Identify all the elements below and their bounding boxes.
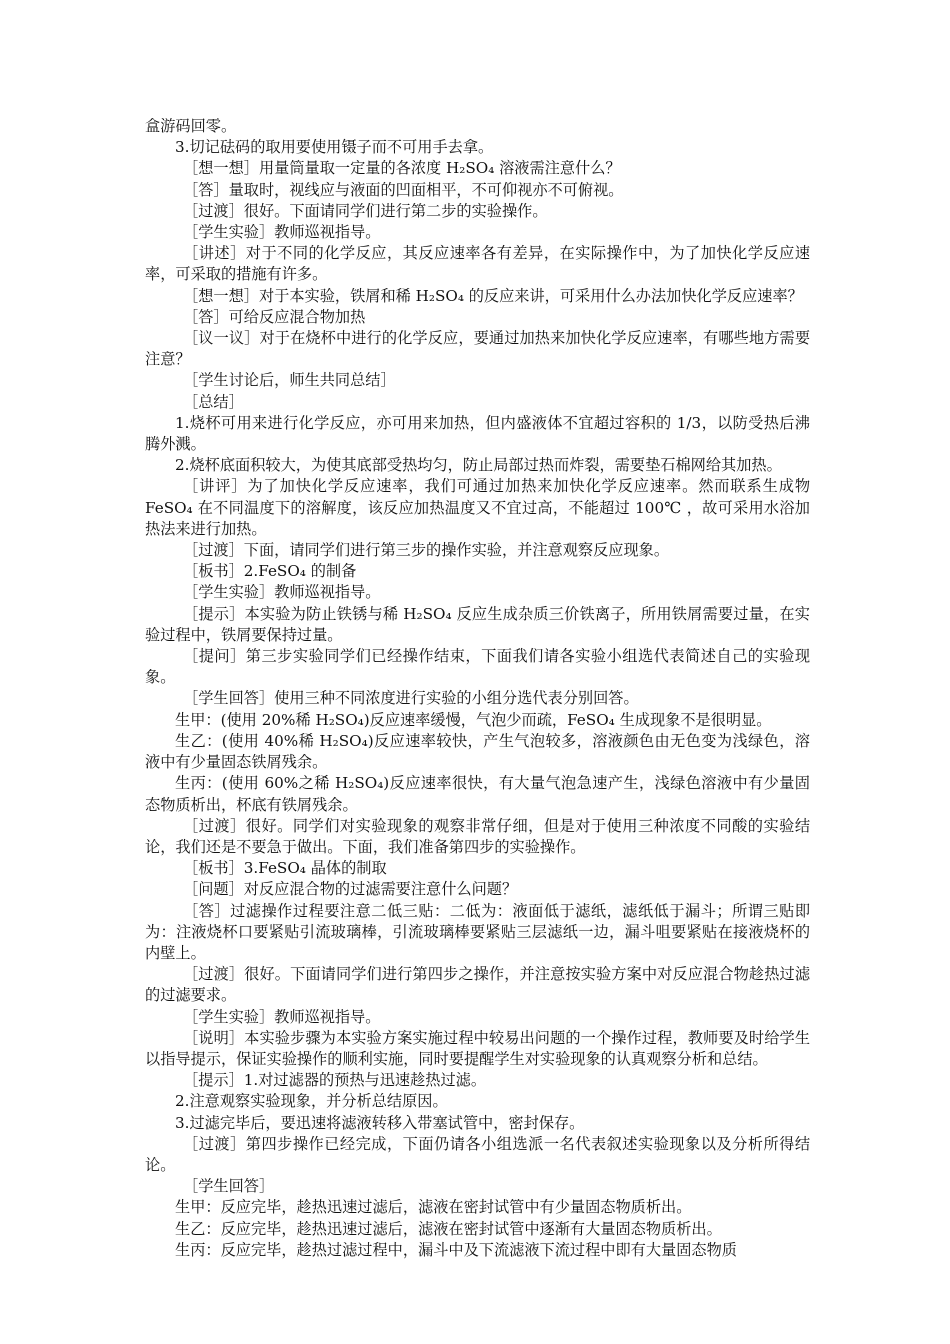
paragraph: ［学生实验］教师巡视指导。 [183, 1007, 381, 1026]
paragraph: ［提问］第三步实验同学们已经操作结束，下面我们请各实验小组选代表简述自己的实验现象。 [145, 647, 810, 687]
paragraph: ［答］量取时，视线应与液面的凹面相平，不可仰视亦不可俯视。 [183, 180, 624, 199]
paragraph: 3.切记砝码的取用要使用镊子而不可用手去拿。 [175, 138, 494, 157]
paragraph: 2.注意观察实验现象，并分析总结原因。 [175, 1092, 448, 1111]
paragraph: ［讲评］为了加快化学反应速率，我们可通过加热来加快化学反应速率。然而联系生成物 FeSO₄ 在不同温度下的溶解度，该反应加热温度又不宜过高，不能超过 100℃ ，故可采用水浴加热法来进行加热。 [145, 477, 810, 538]
paragraph: 生乙：反应完毕，趁热迅速过滤后，滤液在密封试管中逐渐有大量固态物质析出。 [175, 1219, 722, 1238]
paragraph: 生甲：(使用 20%稀 H₂SO₄)反应速率缓慢，气泡少而疏，FeSO₄ 生成现象不是很明显。 [175, 710, 772, 729]
paragraph: 生甲：反应完毕，趁热迅速过滤后，滤液在密封试管中有少量固态物质析出。 [175, 1198, 692, 1217]
paragraph: ［过渡］很好。下面请同学们进行第二步的实验操作。 [183, 201, 548, 220]
paragraph: ［学生实验］教师巡视指导。 [183, 223, 381, 242]
paragraph: 1.烧杯可用来进行化学反应，亦可用来加热，但内盛液体不宜超过容积的 1/3，以防受热后沸腾外溅。 [145, 413, 810, 454]
paragraph: 盒游码回零。 [145, 117, 237, 135]
paragraph: ［说明］本实验步骤为本实验方案实施过程中较易出问题的一个操作过程，教师要及时给学生以指导提示，保证实验操作的顺利实施，同时要提醒学生对实验现象的认真观察分析和总结。 [145, 1028, 810, 1068]
paragraph: ［提示］1.对过滤器的预热与迅速趁热过滤。 [183, 1071, 487, 1090]
paragraph: ［过渡］很好。下面请同学们进行第四步之操作，并注意按实验方案中对反应混合物趁热过滤的过滤要求。 [145, 965, 810, 1005]
paragraph: ［议一议］对于在烧杯中进行的化学反应，要通过加热来加快化学反应速率，有哪些地方需要注意？ [145, 329, 810, 369]
paragraph: ［答］过滤操作过程要注意二低三贴：二低为：液面低于滤纸，滤纸低于漏斗；所谓三贴即为：注液烧杯口要紧贴引流玻璃棒，引流玻璃棒要紧贴三层滤纸一边，漏斗咀要紧贴在接液烧杯的内壁上。 [145, 901, 810, 962]
paragraph: ［答］可给反应混合物加热 [183, 307, 366, 326]
paragraph: ［问题］对反应混合物的过滤需要注意什么问题？ [183, 880, 518, 899]
paragraph: 2.烧杯底面积较大，为使其底部受热均匀，防止局部过热而炸裂，需要垫石棉网给其加热。 [175, 456, 782, 475]
paragraph: 生乙：(使用 40%稀 H₂SO₄)反应速率较快，产生气泡较多，溶液颜色由无色变为浅绿色，溶液中有少量固态铁屑残余。 [145, 731, 810, 772]
paragraph: ［学生讨论后，师生共同总结］ [183, 371, 396, 390]
paragraph: ［学生回答］ [183, 1177, 275, 1196]
paragraph: ［提示］本实验为防止铁锈与稀 H₂SO₄ 反应生成杂质三价铁离子，所用铁屑需要过量，在实验过程中，铁屑要保持过量。 [145, 604, 810, 644]
paragraph: ［板书］2.FeSO₄ 的制备 [183, 562, 357, 581]
paragraph: ［想一想］用量筒量取一定量的各浓度 H₂SO₄ 溶液需注意什么？ [183, 159, 621, 178]
paragraph: ［过渡］下面，请同学们进行第三步的操作实验，并注意观察反应现象。 [183, 541, 669, 560]
paragraph: ［板书］3.FeSO₄ 晶体的制取 [183, 859, 387, 878]
paragraph: ［总结］ [183, 392, 244, 411]
paragraph: ［想一想］对于本实验，铁屑和稀 H₂SO₄ 的反应来讲，可采用什么办法加快化学反应速率？ [183, 286, 803, 305]
document-body [145, 116, 810, 1261]
paragraph: 生丙：(使用 60%之稀 H₂SO₄)反应速率很快，有大量气泡急速产生，浅绿色溶液中有少量固态物质析出，杯底有铁屑残余。 [145, 774, 810, 814]
paragraph: ［过渡］第四步操作已经完成，下面仍请各小组选派一名代表叙述实验现象以及分析所得结论。 [145, 1134, 810, 1174]
paragraph: ［讲述］对于不同的化学反应，其反应速率各有差异，在实际操作中，为了加快化学反应速率，可采取的措施有许多。 [145, 244, 810, 284]
paragraph: ［学生实验］教师巡视指导。 [183, 583, 381, 602]
paragraph: ［学生回答］使用三种不同浓度进行实验的小组分选代表分别回答。 [183, 689, 639, 708]
paragraph: ［过渡］很好。同学们对实验现象的观察非常仔细，但是对于使用三种浓度不同酸的实验结论，我们还是不要急于做出。下面，我们准备第四步的实验操作。 [145, 816, 810, 856]
paragraph: 3.过滤完毕后，要迅速将滤液转移入带塞试管中，密封保存。 [175, 1113, 585, 1132]
paragraph: 生丙：反应完毕，趁热过滤过程中，漏斗中及下流滤液下流过程中即有大量固态物质 [175, 1240, 737, 1259]
